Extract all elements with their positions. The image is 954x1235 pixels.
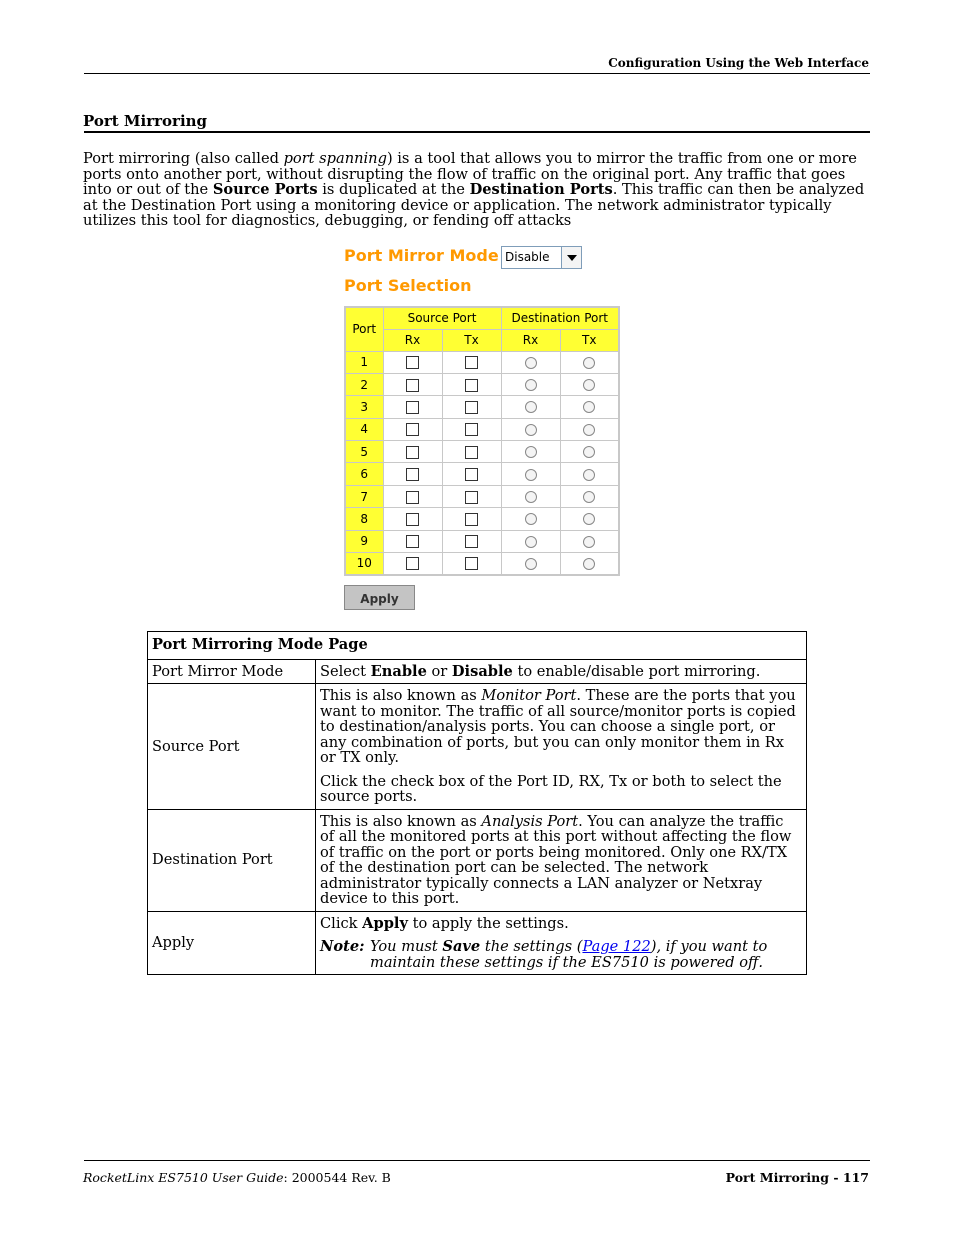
table-row — [345, 396, 619, 418]
dest-tx-radio[interactable] — [583, 446, 595, 458]
source-rx-checkbox[interactable] — [406, 557, 419, 570]
table-row — [345, 508, 619, 530]
source-rx-checkbox[interactable] — [406, 535, 419, 548]
source-rx-checkbox[interactable] — [406, 423, 419, 436]
port-selection-heading: Port Selection — [344, 276, 472, 295]
source-rx-checkbox[interactable] — [406, 379, 419, 392]
running-header: Configuration Using the Web Interface — [608, 56, 869, 70]
port-id: 3 — [345, 396, 383, 418]
source-rx-checkbox[interactable] — [406, 491, 419, 504]
table-row — [345, 373, 619, 395]
table-row — [345, 441, 619, 463]
dest-rx-radio[interactable] — [525, 401, 537, 413]
dest-tx-radio[interactable] — [583, 491, 595, 503]
apply-button[interactable]: Apply — [344, 585, 415, 610]
dest-tx-radio[interactable] — [583, 469, 595, 481]
source-tx-checkbox[interactable] — [465, 468, 478, 481]
footer-page-number: Port Mirroring - 117 — [725, 1170, 869, 1185]
table-row — [345, 485, 619, 507]
source-tx-checkbox[interactable] — [465, 557, 478, 570]
dest-rx-radio[interactable] — [525, 469, 537, 481]
dest-tx-radio[interactable] — [583, 379, 595, 391]
table-row — [345, 553, 619, 575]
table-row — [345, 530, 619, 552]
source-rx-checkbox[interactable] — [406, 468, 419, 481]
row-desc-destination-port: This is also known as Analysis Port. You can analyze the traffic of all the monitored ports at this port without affecting the flow of traffic on the port or ports being monitored. Only one RX/TX of the destination port can be selected. The network administrator typically connects a LAN analyzer or Netxray device to this port. — [316, 809, 807, 911]
source-rx-checkbox[interactable] — [406, 356, 419, 369]
section-title: Port Mirroring — [83, 112, 208, 130]
note: Note: You must Save the settings (Page 122), if you want to maintain these settings if the ES7510 is powered off. — [320, 938, 768, 971]
dest-tx-radio[interactable] — [583, 424, 595, 436]
row-label-source-port: Source Port — [148, 684, 316, 810]
source-tx-checkbox[interactable] — [465, 535, 478, 548]
dest-rx-radio[interactable] — [525, 513, 537, 525]
port-id: 10 — [345, 553, 383, 575]
chevron-down-icon[interactable] — [561, 247, 581, 268]
table-title: Port Mirroring Mode Page — [148, 632, 807, 660]
footer-rule — [84, 1160, 870, 1161]
table-row — [345, 351, 619, 373]
row-label-port-mirror-mode: Port Mirror Mode — [148, 659, 316, 684]
table-row — [345, 463, 619, 485]
intro-paragraph: Port mirroring (also called port spanning) is a tool that allows you to mirror the traffic from one or more ports onto another port, without disrupting the flow of traffic on the original port. Any traffic that goes into or out of the Source Ports is duplicated at the Destination Ports. This traffic can then be analyzed at the Destination Port using a monitoring device or application. The network administrator typically utilizes this tool for diagnostics, debugging, or fending off attacks — [83, 150, 865, 230]
port-mirroring-description-table — [147, 631, 807, 975]
select-value: Disable — [505, 250, 550, 264]
port-mirror-mode-select[interactable] — [501, 246, 582, 269]
source-tx-checkbox[interactable] — [465, 379, 478, 392]
port-id: 2 — [345, 373, 383, 395]
col-source-header: Source Port — [383, 307, 501, 329]
source-tx-checkbox[interactable] — [465, 513, 478, 526]
port-id: 7 — [345, 485, 383, 507]
page-122-link[interactable]: Page 122 — [582, 938, 651, 955]
row-label-apply: Apply — [148, 911, 316, 975]
source-rx-header: Rx — [383, 329, 442, 351]
dest-rx-radio[interactable] — [525, 357, 537, 369]
row-desc-source-port: This is also known as Monitor Port. These are the ports that you want to monitor. The traffic of all source/monitor ports is copied to destination/analysis ports. You can choose a single port, or any combination of ports, but you can only monitor them in Rx or TX only. Click the check box of the Port ID, RX, Tx or both to select the source ports. — [316, 684, 807, 810]
col-port-header: Port — [345, 307, 383, 351]
footer-document-info: RocketLinx ES7510 User Guide: 2000544 Rev. B — [83, 1170, 391, 1185]
dest-tx-header: Tx — [560, 329, 619, 351]
dest-tx-radio[interactable] — [583, 536, 595, 548]
source-rx-checkbox[interactable] — [406, 401, 419, 414]
source-rx-checkbox[interactable] — [406, 446, 419, 459]
source-tx-checkbox[interactable] — [465, 356, 478, 369]
header-rule — [84, 73, 870, 74]
port-mirror-mode-heading: Port Mirror Mode — [344, 246, 499, 265]
dest-tx-radio[interactable] — [583, 357, 595, 369]
source-tx-header: Tx — [442, 329, 501, 351]
source-tx-checkbox[interactable] — [465, 491, 478, 504]
dest-rx-radio[interactable] — [525, 424, 537, 436]
port-id: 5 — [345, 441, 383, 463]
source-rx-checkbox[interactable] — [406, 513, 419, 526]
table-row — [345, 418, 619, 440]
row-desc-port-mirror-mode: Select Enable or Disable to enable/disable port mirroring. — [316, 659, 807, 684]
port-id: 1 — [345, 351, 383, 373]
source-tx-checkbox[interactable] — [465, 423, 478, 436]
dest-rx-radio[interactable] — [525, 558, 537, 570]
dest-rx-radio[interactable] — [525, 491, 537, 503]
port-id: 6 — [345, 463, 383, 485]
dest-rx-radio[interactable] — [525, 446, 537, 458]
dest-tx-radio[interactable] — [583, 513, 595, 525]
section-rule — [84, 131, 870, 133]
dest-tx-radio[interactable] — [583, 558, 595, 570]
dest-rx-header: Rx — [501, 329, 560, 351]
dest-tx-radio[interactable] — [583, 401, 595, 413]
port-id: 4 — [345, 418, 383, 440]
port-id: 8 — [345, 508, 383, 530]
source-tx-checkbox[interactable] — [465, 446, 478, 459]
port-selection-table — [344, 306, 620, 576]
row-desc-apply: Click Apply to apply the settings. Note: You must Save the settings (Page 122), if you want to maintain these settings if the ES7510 is powered off. — [316, 911, 807, 975]
dest-rx-radio[interactable] — [525, 379, 537, 391]
source-tx-checkbox[interactable] — [465, 401, 478, 414]
row-label-destination-port: Destination Port — [148, 809, 316, 911]
dest-rx-radio[interactable] — [525, 536, 537, 548]
col-dest-header: Destination Port — [501, 307, 619, 329]
port-id: 9 — [345, 530, 383, 552]
